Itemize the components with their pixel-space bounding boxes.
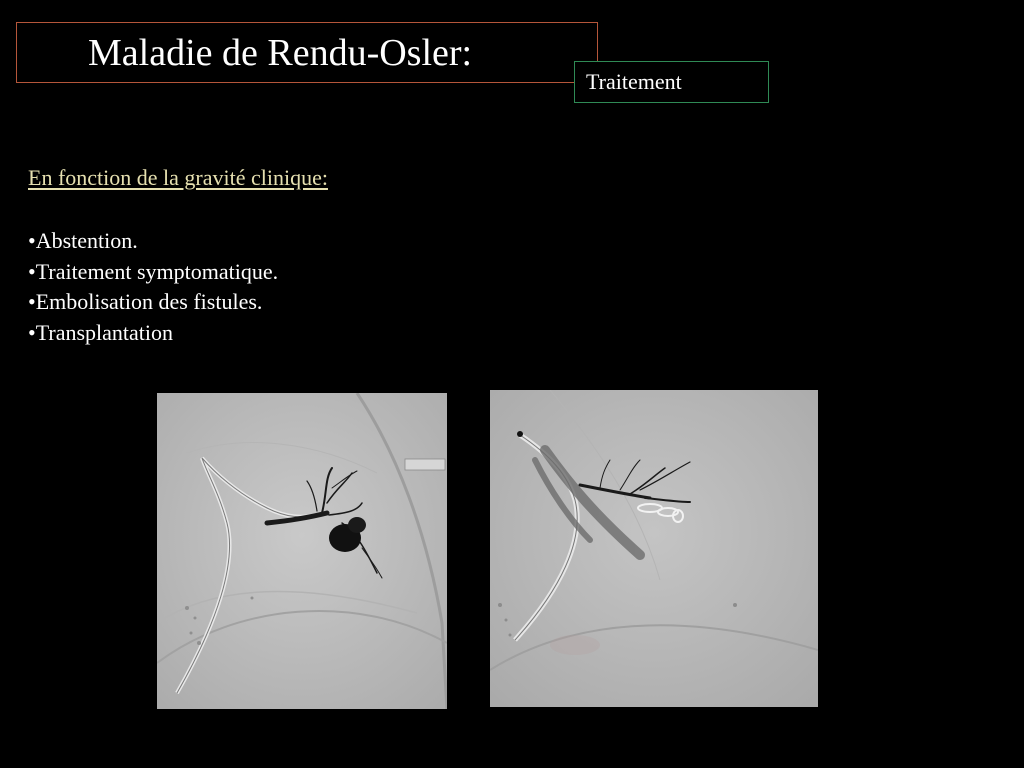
- bullet-marker: •: [28, 289, 36, 315]
- angiogram-after-image: [490, 390, 818, 707]
- section-heading: En fonction de la gravité clinique:: [28, 165, 328, 190]
- bullet-text: Abstention.: [35, 228, 138, 253]
- bullet-item: [28, 226, 278, 257]
- bullet-marker: •: [28, 320, 36, 346]
- slide-title: Maladie de Rendu-Osler:: [88, 32, 473, 74]
- angiogram-before-image: [157, 393, 447, 709]
- bullet-list: [28, 226, 278, 349]
- bullet-text: Embolisation des fistules.: [35, 289, 263, 315]
- bullet-text: Traitement symptomatique.: [35, 258, 279, 284]
- bullet-text: Transplantation: [35, 320, 173, 346]
- slide-subtitle: Traitement: [586, 69, 682, 94]
- bullet-item: [28, 318, 278, 349]
- bullet-marker: •: [28, 258, 36, 284]
- bullet-marker: •: [28, 228, 36, 253]
- bullet-item: [28, 287, 278, 318]
- bullet-item: [28, 257, 278, 288]
